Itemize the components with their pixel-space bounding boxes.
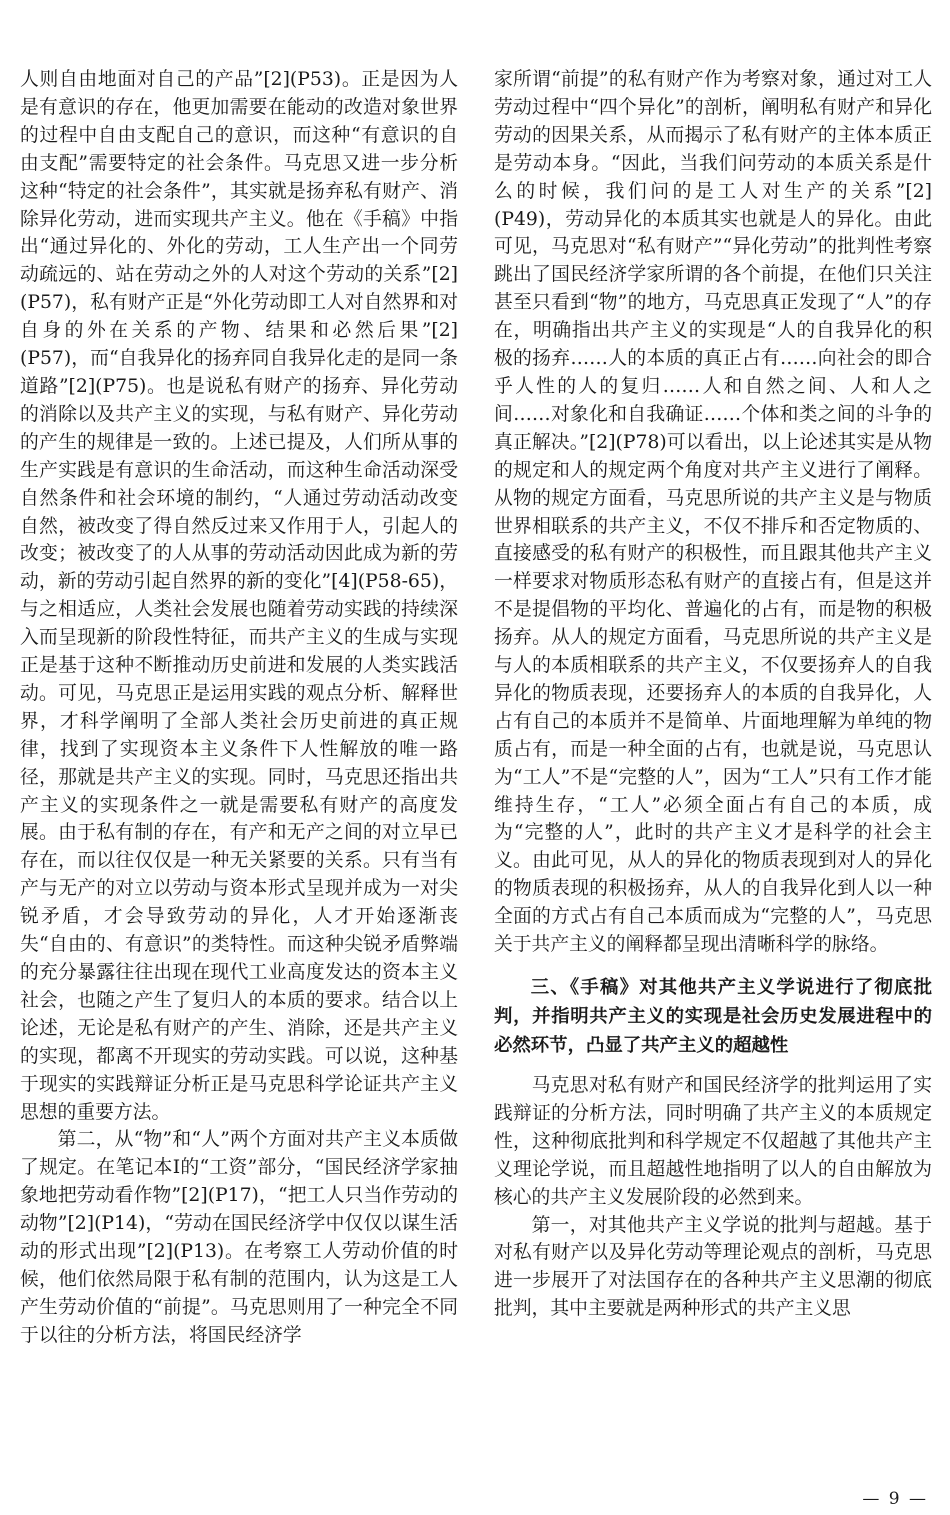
- left-column: [20, 66, 458, 1350]
- page-number: — 9 —: [862, 1489, 928, 1509]
- left-paragraph-1: 人则自由地面对自己的产品”[2](P53)。正是因为人是有意识的存在，他更加需要在能动的改造对象世界的过程中自由支配自己的意识，而这种“有意识的自由支配”需要特定的社会条件。马克思又进一步分析这种“特定的社会条件”，其实就是扬弃私有财产、消除异化劳动，进而实现共产主义。他在《手稿》中指出“通过异化的、外化的劳动，工人生产出一个同劳动疏远的、站在劳动之外的人对这个劳动的关系”[2](P57)，私有财产正是“外化劳动即工人对自然界和对自身的外在关系的产物、结果和必然后果”[2](P57)，而“自我异化的扬弃同自我异化走的是同一条道路”[2](P75)。也是说私有财产的扬弃、异化劳动的消除以及共产主义的实现，与私有财产、异化劳动的产生的规律是一致的。上述已提及，人们所从事的生产实践是有意识的生命活动，而这种生命活动深受自然条件和社会环境的制约，“人通过劳动活动改变自然，被改变了得自然反过来又作用于人，引起人的改变；被改变了的人从事的劳动活动因此成为新的劳动，新的劳动引起自然界的新的变化”[4](P58-65)，与之相适应，人类社会发展也随着劳动实践的持续深入而呈现新的阶段性特征，而共产主义的生成与实现正是基于这种不断推动历史前进和发展的人类实践活动。可见，马克思正是运用实践的观点分析、解释世界，才科学阐明了全部人类社会历史前进的真正规律，找到了实现资本主义条件下人性解放的唯一路径，那就是共产主义的实现。同时，马克思还指出共产主义的实现条件之一就是需要私有财产的高度发展。由于私有制的存在，有产和无产之间的对立早已存在，而以往仅仅是一种无关紧要的关系。只有当有产与无产的对立以劳动与资本形式呈现并成为一对尖锐矛盾，才会导致劳动的异化，人才开始逐渐丧失“自由的、有意识”的类特性。而这种尖锐矛盾弊端的充分暴露往往出现在现代工业高度发达的资本主义社会，也随之产生了复归人的本质的要求。结合以上论述，无论是私有财产的产生、消除，还是共产主义的实现，都离不开现实的劳动实践。可以说，这种基于现实的实践辩证分析正是马克思科学论证共产主义思想的重要方法。: [20, 69, 458, 1123]
- left-paragraph-2: 第二，从“物”和“人”两个方面对共产主义本质做了规定。在笔记本Ⅰ的“工资”部分，“国民经济学家抽象地把劳动看作物”[2](P17)，“把工人只当作劳动的动物”[2](P14)，“劳动在国民经济学中仅仅以谋生活动的形式出现”[2](P13)。在考察工人劳动价值的时候，他们依然局限于私有制的范围内，认为这是工人产生劳动价值的“前提”。马克思则用了一种完全不同于以往的分析方法，将国民经济学: [20, 1129, 458, 1346]
- right-paragraph-3: 第一，对其他共产主义学说的批判与超越。基于对私有财产以及异化劳动等理论观点的剖析，马克思进一步展开了对法国存在的各种共产主义思潮的彻底批判，其中主要就是两种形式的共产主义思: [494, 1214, 932, 1320]
- right-column: [494, 66, 932, 1323]
- right-paragraph-1: 家所谓“前提”的私有财产作为考察对象，通过对工人劳动过程中“四个异化”的剖析，阐明私有财产和异化劳动的因果关系，从而揭示了私有财产的主体本质正是劳动本身。“因此，当我们问劳动的本质关系是什么的时候，我们问的是工人对生产的关系”[2](P49)，劳动异化的本质其实也就是人的异化。由此可见，马克思对“私有财产”“异化劳动”的批判性考察跳出了国民经济学家所谓的各个前提，在他们只关注甚至只看到“物”的地方，马克思真正发现了“人”的存在，明确指出共产主义的实现是“人的自我异化的积极的扬弃……人的本质的真正占有……向社会的即合乎人性的人的复归……人和自然之间、人和人之间……对象化和自我确证……个体和类之间的斗争的真正解决。”[2](P78)可以看出，以上论述其实是从物的规定和人的规定两个角度对共产主义进行了阐释。从物的规定方面看，马克思所说的共产主义是与物质世界相联系的共产主义，不仅不排斥和否定物质的、直接感受的私有财产的积极性，而且跟其他共产主义一样要求对物质形态私有财产的直接占有，但是这并不是提倡物的平均化、普遍化的占有，而是物的积极扬弃。从人的规定方面看，马克思所说的共产主义是与人的本质相联系的共产主义，不仅要扬弃人的自我异化的物质表现，还要扬弃人的本质的自我异化，人占有自己的本质并不是简单、片面地理解为单纯的物质占有，而是一种全面的占有，也就是说，马克思认为“工人”不是“完整的人”，因为“工人”只有工作才能维持生存，“工人”必须全面占有自己的本质，成为“完整的人”，此时的共产主义才是科学的社会主义。由此可见，从人的异化的物质表现到对人的异化的物质表现的积极扬弃，从人的自我异化到人以一种全面的方式占有自己本质而成为“完整的人”，马克思关于共产主义的阐释都呈现出清晰科学的脉络。: [494, 69, 932, 956]
- right-paragraph-2: 马克思对私有财产和国民经济学的批判运用了实践辩证的分析方法，同时明确了共产主义的本质规定性，这种彻底批判和科学规定不仅超越了其他共产主义理论学说，而且超越性地指明了以人的自由解放为核心的共产主义发展阶段的必然到来。: [494, 1075, 932, 1208]
- section-heading: 三、《手稿》对其他共产主义学说进行了彻底批判，并指明共产主义的实现是社会历史发展进程中的必然环节，凸显了共产主义的超越性: [494, 977, 932, 1056]
